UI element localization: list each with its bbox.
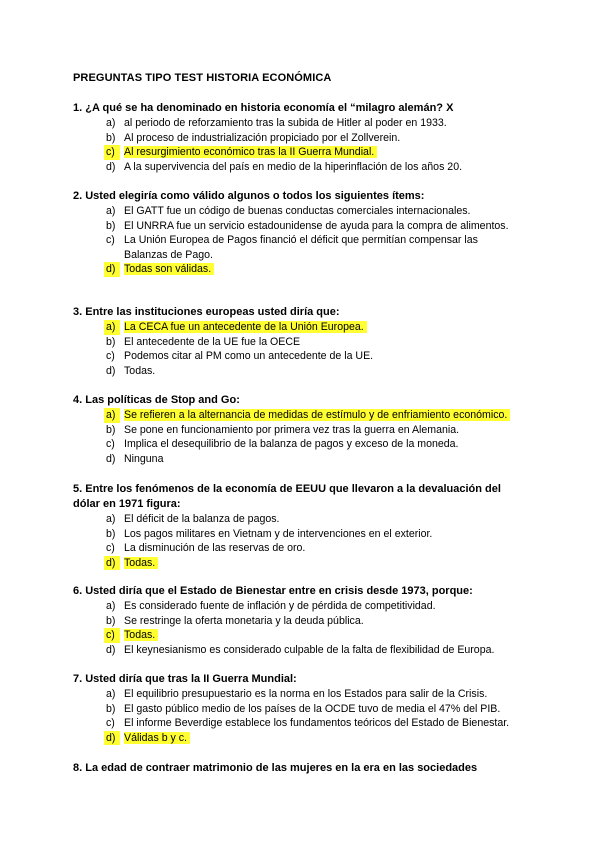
option-letter: d)	[106, 160, 116, 173]
option-text: Se pone en funcionamiento por primera vez tras la guerra en Alemania.	[124, 423, 460, 436]
option-item	[73, 614, 533, 629]
question-2	[73, 189, 513, 277]
option-text: al periodo de reforzamiento tras la subida de Hitler al poder en 1933.	[124, 117, 447, 129]
option-item-highlighted	[73, 320, 513, 335]
option-letter: c)	[104, 628, 120, 643]
option-item	[73, 116, 513, 131]
option-text: Los pagos militares en Vietnam y de intervenciones en el exterior.	[124, 527, 433, 540]
option-item	[73, 131, 513, 146]
option-letter: b)	[106, 614, 116, 627]
option-list	[73, 599, 533, 657]
option-item	[73, 423, 533, 438]
option-letter: c)	[106, 717, 115, 730]
option-item	[73, 160, 513, 175]
option-text: El gasto público medio de los países de la OCDE tuvo de media el 47% del PIB.	[124, 702, 501, 715]
option-letter: b)	[106, 219, 116, 232]
option-list	[73, 204, 513, 277]
option-text: El déficit de la balanza de pagos.	[124, 513, 280, 525]
option-letter: b)	[106, 131, 116, 144]
option-letter: a)	[104, 320, 120, 335]
option-text: Es considerado fuente de inflación y de pérdida de competitividad.	[124, 600, 436, 612]
option-text: La Unión Europea de Pagos financió el déficit que permitían compensar las Balanzas de Pago.	[124, 234, 478, 261]
option-item	[73, 233, 513, 262]
option-text: El informe Beverdige establece los fundamentos teóricos del Estado de Bienestar.	[124, 717, 510, 730]
option-letter: d)	[104, 262, 120, 277]
option-letter: a)	[106, 688, 116, 700]
option-letter: a)	[106, 205, 116, 217]
question-text: 3. Entre las instituciones europeas usted diría que:	[73, 306, 340, 318]
option-text: Implica el desequilibrio de la balanza de pagos y exceso de la moneda.	[124, 438, 459, 451]
option-letter: c)	[106, 542, 115, 555]
option-letter: d)	[106, 643, 116, 656]
option-item	[73, 716, 533, 731]
option-letter: c)	[104, 145, 120, 160]
option-item-highlighted	[73, 731, 533, 746]
option-item	[73, 599, 533, 614]
option-letter: c)	[106, 438, 115, 451]
option-item	[73, 687, 533, 702]
option-item	[73, 349, 513, 364]
option-item-highlighted	[73, 262, 513, 277]
option-item	[73, 452, 533, 467]
option-item-highlighted	[73, 145, 513, 160]
option-letter: a)	[106, 117, 116, 129]
question-4	[73, 393, 533, 466]
question-7	[73, 672, 533, 745]
option-list	[73, 512, 513, 570]
option-list	[73, 320, 513, 378]
option-text: El GATT fue un código de buenas conductas comerciales internacionales.	[124, 205, 471, 217]
question-text: 8. La edad de contraer matrimonio de las mujeres en la era en las sociedades	[73, 762, 478, 774]
document-title: PREGUNTAS TIPO TEST HISTORIA ECONÓMICA	[73, 72, 332, 84]
option-item	[73, 541, 513, 556]
option-letter: a)	[106, 513, 116, 525]
option-item	[73, 364, 513, 379]
option-letter: d)	[104, 556, 120, 571]
option-text: Podemos citar al PM como un antecedente de la UE.	[124, 350, 374, 363]
option-item	[73, 527, 513, 542]
option-item	[73, 219, 513, 234]
question-text: 6. Usted diría que el Estado de Bienestar entre en crisis desde 1973, porque:	[73, 585, 473, 597]
option-text: Ninguna	[124, 452, 164, 465]
question-text: 7. Usted diría que tras la II Guerra Mundial:	[73, 673, 297, 685]
option-letter: a)	[104, 408, 120, 423]
option-letter: a)	[106, 600, 116, 612]
option-text: Se restringe la oferta monetaria y la deuda pública.	[124, 614, 364, 627]
question-8	[73, 761, 533, 776]
question-5	[73, 482, 513, 570]
option-item-highlighted	[73, 628, 533, 643]
option-text: El antecedente de la UE fue la OECE	[124, 335, 301, 348]
option-letter: b)	[106, 702, 116, 715]
question-1	[73, 101, 513, 174]
option-text: Válidas b y c.	[124, 732, 190, 744]
question-text: 2. Usted elegiría como válido algunos o todos los siguientes ítems:	[73, 190, 425, 202]
option-letter: c)	[106, 234, 115, 247]
option-text: Al proceso de industrialización propiciado por el Zollverein.	[124, 131, 401, 144]
option-text: Todas.	[124, 557, 158, 569]
option-letter: b)	[106, 423, 116, 436]
option-list	[73, 116, 513, 174]
option-text: La CECA fue un antecedente de la Unión Europea.	[124, 321, 367, 333]
option-list	[73, 687, 533, 745]
option-text: Todas.	[124, 629, 158, 641]
question-6	[73, 584, 533, 657]
option-text: El equilibrio presupuestario es la norma en los Estados para salir de la Crisis.	[124, 688, 488, 700]
option-item	[73, 204, 513, 219]
option-list	[73, 408, 533, 466]
question-text: 4. Las políticas de Stop and Go:	[73, 394, 240, 406]
option-letter: d)	[106, 452, 116, 465]
option-text: Todas.	[124, 364, 156, 377]
question-text: 5. Entre los fenómenos de la economía de EEUU que llevaron a la devaluación del dólar en 1971 figura:	[73, 483, 501, 510]
question-3	[73, 305, 513, 378]
option-letter: d)	[106, 364, 116, 377]
option-text: Todas son válidas.	[124, 263, 214, 275]
option-letter: b)	[106, 527, 116, 540]
option-item	[73, 512, 513, 527]
option-item	[73, 643, 533, 658]
option-letter: b)	[106, 335, 116, 348]
option-text: El UNRRA fue un servicio estadounidense de ayuda para la compra de alimentos.	[124, 219, 509, 232]
option-item	[73, 437, 533, 452]
option-text: A la supervivencia del país en medio de la hiperinflación de los años 20.	[124, 160, 463, 173]
option-letter: c)	[106, 350, 115, 363]
option-letter: d)	[104, 731, 120, 746]
question-text: 1. ¿A qué se ha denominado en historia economía el “milagro alemán? X	[73, 102, 454, 114]
option-text: Se refieren a la alternancia de medidas de estímulo y de enfriamiento económico.	[124, 409, 510, 421]
option-item	[73, 702, 533, 717]
option-item-highlighted	[73, 556, 513, 571]
option-item	[73, 335, 513, 350]
option-item-highlighted	[73, 408, 533, 423]
option-text: La disminución de las reservas de oro.	[124, 542, 306, 555]
option-text: El keynesianismo es considerado culpable de la falta de flexibilidad de Europa.	[124, 643, 495, 656]
option-text: Al resurgimiento económico tras la II Guerra Mundial.	[124, 146, 377, 158]
